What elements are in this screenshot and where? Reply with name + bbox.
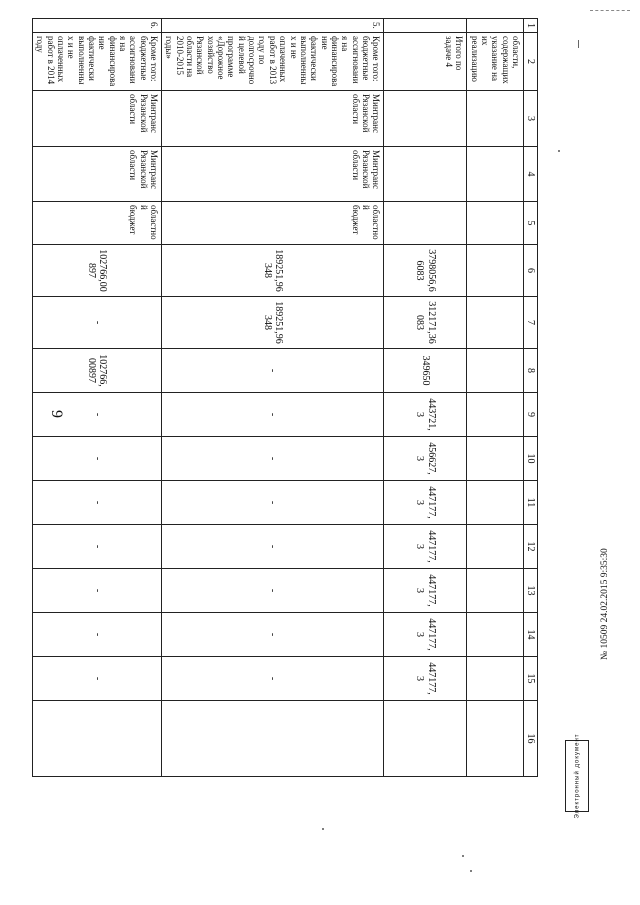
value-cell: -: [162, 349, 384, 393]
column-number: 3: [524, 91, 538, 147]
executor-cell: [384, 91, 467, 147]
budget-table: [32, 18, 538, 777]
value-cell: -: [162, 481, 384, 525]
coexecutor-cell: Минтранс Рязанской области: [32, 147, 161, 202]
column-number-row: [524, 19, 538, 777]
value-cell: [467, 525, 524, 569]
scan-speck: [470, 870, 472, 872]
value-cell: 312171,36083: [384, 297, 467, 349]
source-cell: областной бюджет: [32, 202, 161, 245]
value-cell: 456627,3: [384, 437, 467, 481]
value-cell: -: [32, 613, 161, 657]
task-name-cell: Кроме того: бюджетные ассигнования на финансирование фактически выполненных и не оплаченных работ в 2013 году по долгосрочной целевой программе «Дорожное хозяйство Рязанской области на 2010-2015 годы»: [162, 33, 384, 91]
column-number: 6: [524, 245, 538, 297]
value-cell: -: [162, 613, 384, 657]
value-cell: [467, 657, 524, 701]
value-cell: [467, 481, 524, 525]
value-cell: -: [32, 393, 161, 437]
column-number: 10: [524, 437, 538, 481]
value-cell: [467, 569, 524, 613]
value-cell: -: [32, 569, 161, 613]
coexecutor-cell: Минтранс Рязанской области: [162, 147, 384, 202]
column-number: 1: [524, 19, 538, 33]
coexecutor-cell: [384, 147, 467, 202]
logo-text: Электронный документ: [574, 733, 581, 819]
value-cell: [467, 393, 524, 437]
value-cell: [467, 437, 524, 481]
table-row: [384, 19, 467, 777]
table-row: [467, 19, 524, 777]
column-number: 14: [524, 613, 538, 657]
table-row: [32, 19, 161, 777]
table-row: [162, 19, 384, 777]
source-cell: [467, 202, 524, 245]
value-cell: 447177,3: [384, 525, 467, 569]
value-cell: -: [162, 525, 384, 569]
value-cell: -: [32, 437, 161, 481]
value-cell: -: [32, 657, 161, 701]
row-number-cell: [467, 19, 524, 33]
value-cell: [467, 613, 524, 657]
value-cell: 443721,3: [384, 393, 467, 437]
column-number: 11: [524, 481, 538, 525]
value-cell: 189251,96348: [162, 245, 384, 297]
source-cell: [384, 202, 467, 245]
value-cell: 447177,3: [384, 657, 467, 701]
value-cell: -: [162, 569, 384, 613]
value-cell: 3798056,66083: [384, 245, 467, 297]
value-cell: 189251,96348: [162, 297, 384, 349]
column-number: 15: [524, 657, 538, 701]
value-cell: -: [162, 393, 384, 437]
column-number: 9: [524, 393, 538, 437]
column-number: 12: [524, 525, 538, 569]
column-number: 13: [524, 569, 538, 613]
value-cell: -: [32, 525, 161, 569]
value-cell: [162, 701, 384, 777]
value-cell: 447177,3: [384, 569, 467, 613]
value-cell: -: [32, 481, 161, 525]
value-cell: [467, 245, 524, 297]
scan-speck: [558, 150, 560, 152]
scan-speck: [322, 828, 324, 830]
e-document-logo: [565, 733, 589, 819]
scan-mark: [578, 40, 579, 48]
value-cell: [32, 701, 161, 777]
value-cell: -: [32, 297, 161, 349]
task-name-cell: области, содержащих указание на их реализацию: [467, 33, 524, 91]
task-name-cell: Кроме того: бюджетные ассигнования на финансирование фактически выполненных и не оплаченных работ в 2014 году: [32, 33, 161, 91]
page-number: 9: [48, 410, 65, 418]
value-cell: 447177,3: [384, 613, 467, 657]
task-name-cell: Итого по задаче 4: [384, 33, 467, 91]
row-number-cell: [384, 19, 467, 33]
value-cell: 102766,00897: [32, 349, 161, 393]
value-cell: 102766,00897: [32, 245, 161, 297]
value-cell: [467, 349, 524, 393]
source-cell: областной бюджет: [162, 202, 384, 245]
executor-cell: Минтранс Рязанской области: [162, 91, 384, 147]
value-cell: 349650: [384, 349, 467, 393]
value-cell: -: [162, 657, 384, 701]
executor-cell: [467, 91, 524, 147]
column-number: 7: [524, 297, 538, 349]
scan-speck: [462, 855, 464, 857]
rotated-table-container: [35, 18, 538, 776]
scan-mark: [590, 10, 630, 11]
coexecutor-cell: [467, 147, 524, 202]
row-number-cell: 6.: [32, 19, 161, 33]
row-number-cell: 5.: [162, 19, 384, 33]
registration-stamp: № 10509 24.02.2015 9:35:30: [600, 548, 610, 660]
column-number: 4: [524, 147, 538, 202]
column-number: 16: [524, 701, 538, 777]
value-cell: [467, 297, 524, 349]
column-number: 2: [524, 33, 538, 91]
executor-cell: Минтранс Рязанской области: [32, 91, 161, 147]
column-number: 8: [524, 349, 538, 393]
value-cell: 447177,3: [384, 481, 467, 525]
value-cell: [467, 701, 524, 777]
column-number: 5: [524, 202, 538, 245]
value-cell: -: [162, 437, 384, 481]
value-cell: [384, 701, 467, 777]
